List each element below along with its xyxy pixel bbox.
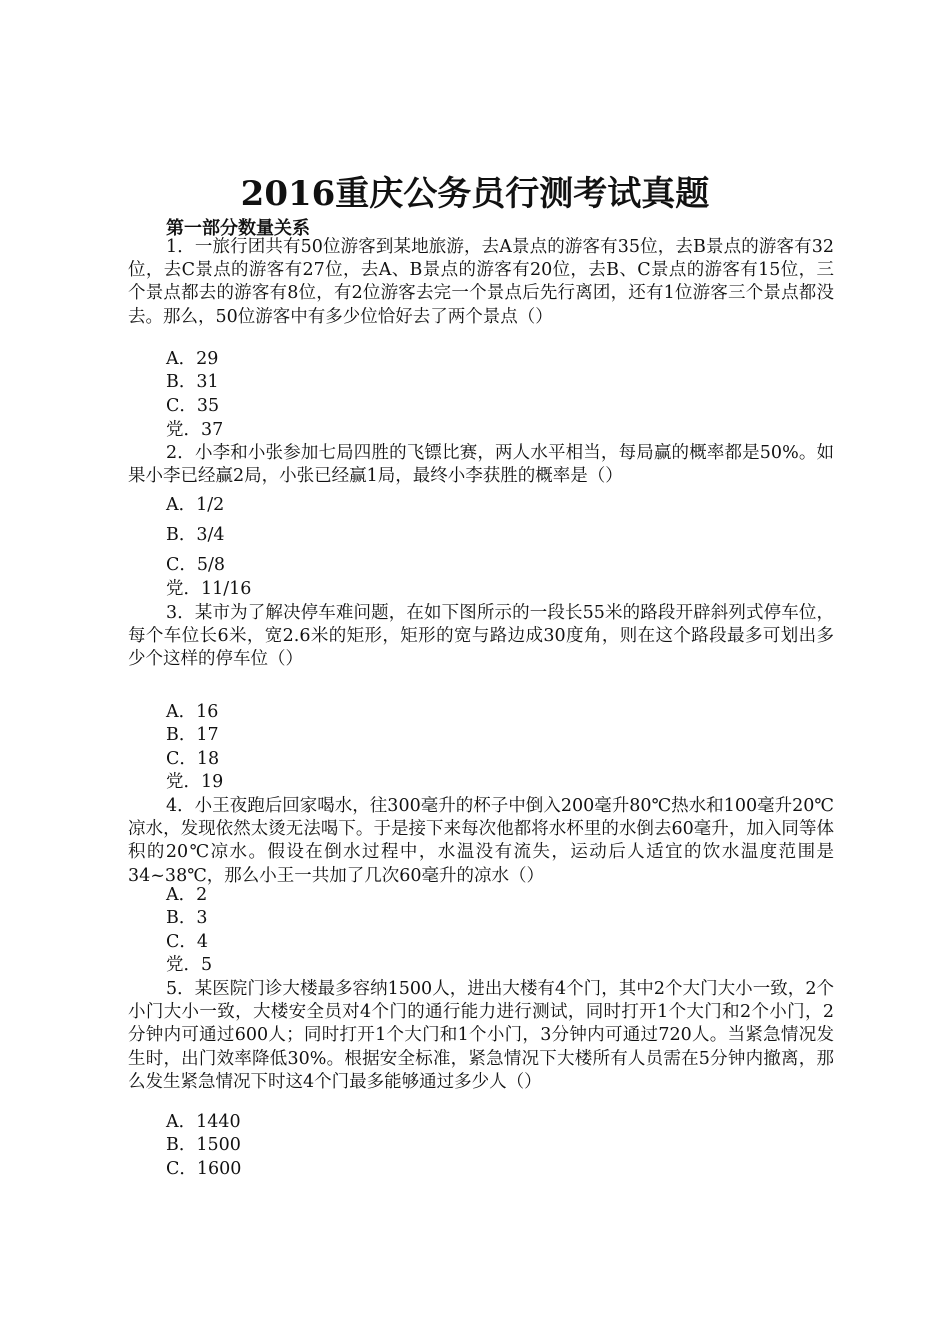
question-text: 1．一旅行团共有50位游客到某地旅游，去A景点的游客有35位，去B景点的游客有32位，去C景点的游客有27位，去A、B景点的游客有20位，去B、C景点的游客有15位，三个景点都去的游客有8位，有2位游客去完一个景点后先行离团，还有1位游客三个景点都没去。那么，50位游客中有多少位恰好去了两个景点（） [128,237,834,327]
question-text: 3．某市为了解决停车难问题，在如下图所示的一段长55米的路段开辟斜列式停车位，每个车位长6米，宽2.6米的矩形，矩形的宽与路边成30度角，则在这个路段最多可划出多少个这样的停车位（） [128,603,834,670]
option-a: A．2 [166,885,208,905]
option-b: B．1500 [166,1135,241,1155]
option-c: C．4 [166,932,209,952]
option-d: 党．37 [166,420,224,440]
option-b: B．3/4 [166,525,225,545]
option-b: B．31 [166,372,219,392]
question-3 [128,602,834,672]
question-5 [128,978,834,1094]
option-b: B．3 [166,908,208,928]
option-c: C．5/8 [166,555,226,575]
option-a: A．1440 [166,1112,241,1132]
question-2 [128,442,834,488]
question-1 [128,236,834,329]
option-a: A．1/2 [166,495,225,515]
question-text: 2．小李和小张参加七局四胜的飞镖比赛，两人水平相当，每局赢的概率都是50%。如果小李已经赢2局，小张已经赢1局，最终小李获胜的概率是（） [128,443,834,487]
option-d: 党．19 [166,772,224,792]
option-c: C．35 [166,396,220,416]
option-b: B．17 [166,725,219,745]
question-text: 4．小王夜跑后回家喝水，往300毫升的杯子中倒入200毫升80℃热水和100毫升20℃凉水，发现依然太烫无法喝下。于是接下来每次他都将水杯里的水倒去60毫升，加入同等体积的20℃凉水。假设在倒水过程中，水温没有流失，运动后人适宜的饮水温度范围是34~38℃，那么小王一共加了几次60毫升的凉水（） [128,796,834,886]
page-title: 2016重庆公务员行测考试真题 [240,174,710,214]
section-heading: 第一部分数量关系 [166,218,310,239]
option-c: C．18 [166,749,220,769]
option-d: 党．5 [166,955,213,975]
option-a: A．16 [166,702,219,722]
question-text: 5．某医院门诊大楼最多容纳1500人，进出大楼有4个门，其中2个大门大小一致，2个小门大小一致，大楼安全员对4个门的通行能力进行测试，同时打开1个大门和2个小门，2分钟内可通过600人；同时打开1个大门和1个小门，3分钟内可通过720人。当紧急情况发生时，出门效率降低30%。根据安全标准，紧急情况下大楼所有人员需在5分钟内撤离，那么发生紧急情况下时这4个门最多能够通过多少人（） [128,979,834,1092]
option-c: C．1600 [166,1159,242,1179]
question-4 [128,795,834,888]
option-d: 党．11/16 [166,579,252,599]
option-a: A．29 [166,349,219,369]
